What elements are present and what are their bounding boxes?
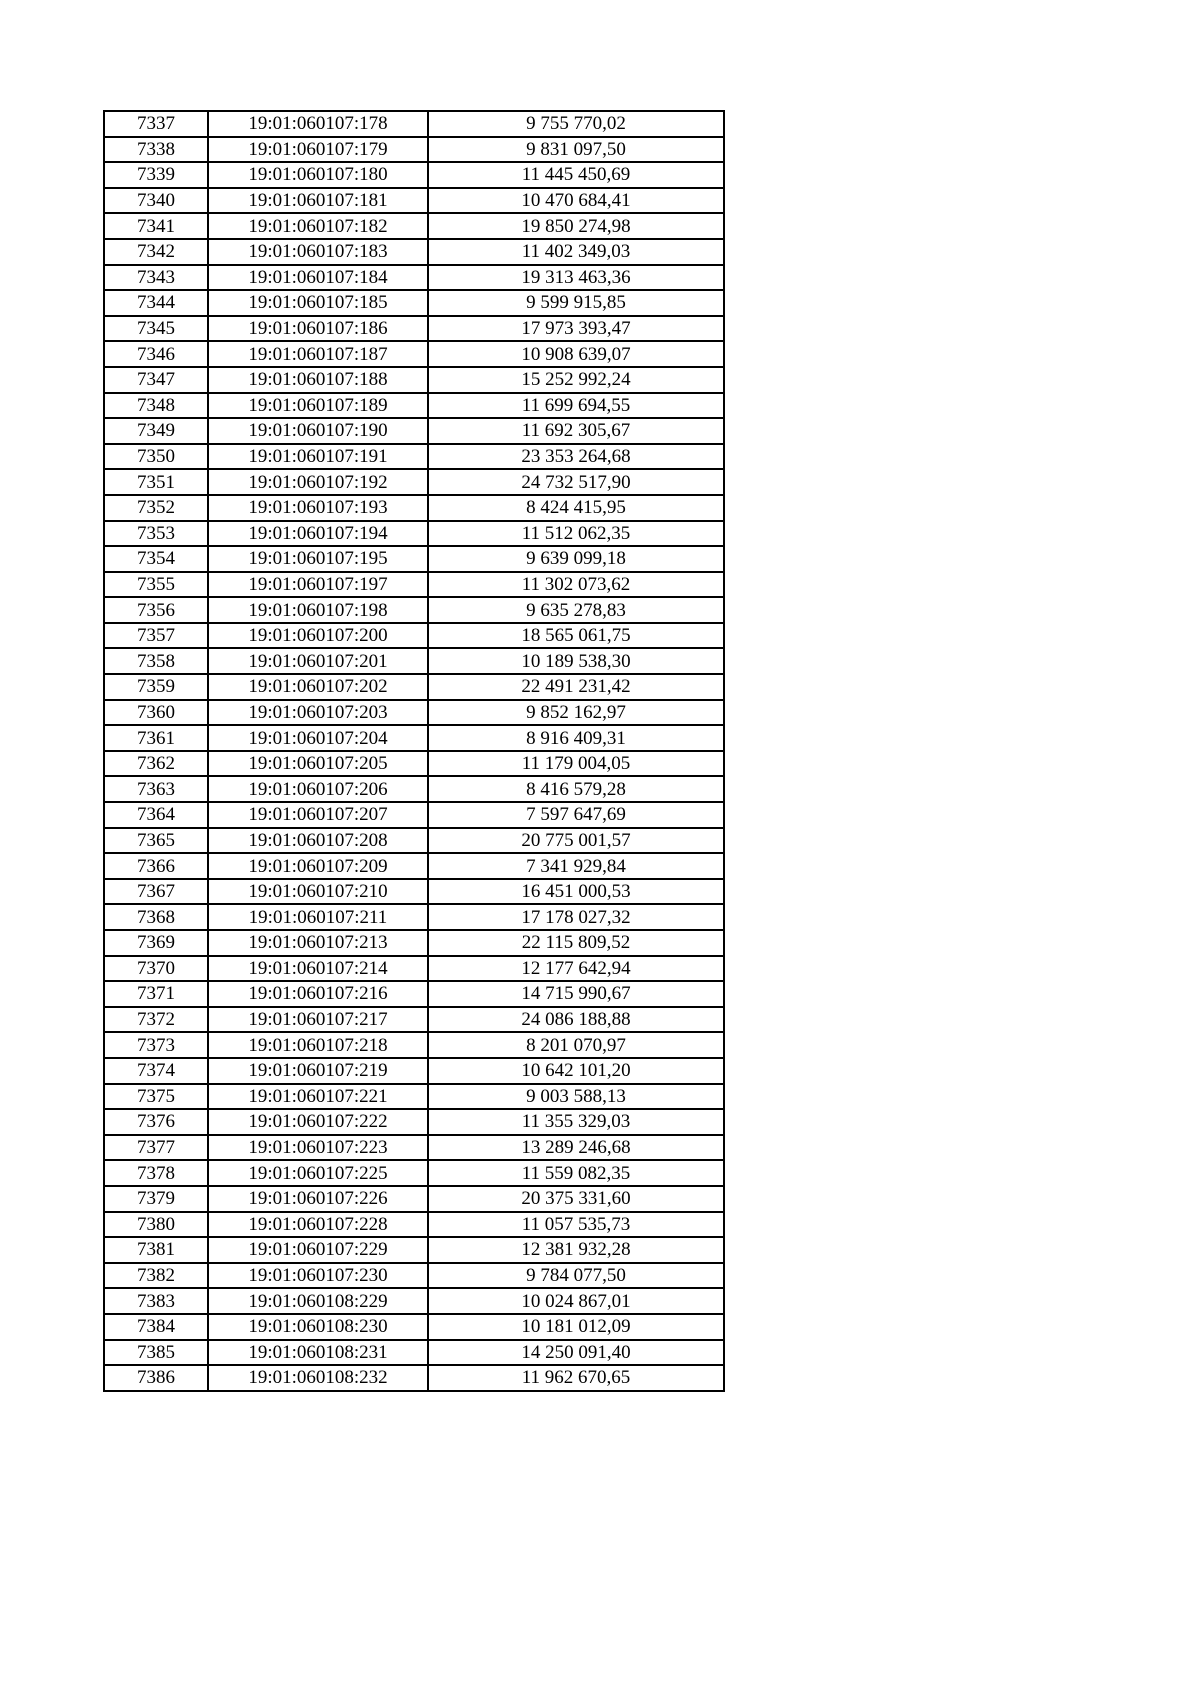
row-number-cell: 7384 (104, 1314, 208, 1340)
value-cell: 7 597 647,69 (428, 802, 724, 828)
value-cell: 22 115 809,52 (428, 930, 724, 956)
table-row (104, 725, 724, 751)
table-row (104, 469, 724, 495)
row-number-cell: 7354 (104, 546, 208, 572)
row-number-cell: 7373 (104, 1032, 208, 1058)
value-cell: 18 565 061,75 (428, 623, 724, 649)
value-cell: 10 024 867,01 (428, 1288, 724, 1314)
table-row (104, 700, 724, 726)
value-cell: 8 201 070,97 (428, 1032, 724, 1058)
table-row (104, 1186, 724, 1212)
cadastral-number-cell: 19:01:060107:208 (208, 828, 428, 854)
table-body (104, 111, 724, 1391)
row-number-cell: 7345 (104, 316, 208, 342)
table-row (104, 418, 724, 444)
row-number-cell: 7383 (104, 1288, 208, 1314)
value-cell: 11 692 305,67 (428, 418, 724, 444)
row-number-cell: 7365 (104, 828, 208, 854)
cadastral-number-cell: 19:01:060107:206 (208, 776, 428, 802)
row-number-cell: 7344 (104, 290, 208, 316)
cadastral-number-cell: 19:01:060107:200 (208, 623, 428, 649)
value-cell: 9 852 162,97 (428, 700, 724, 726)
value-cell: 11 302 073,62 (428, 572, 724, 598)
cadastral-number-cell: 19:01:060108:232 (208, 1365, 428, 1391)
row-number-cell: 7372 (104, 1007, 208, 1033)
value-cell: 17 178 027,32 (428, 904, 724, 930)
value-cell: 11 699 694,55 (428, 393, 724, 419)
row-number-cell: 7371 (104, 981, 208, 1007)
row-number-cell: 7376 (104, 1109, 208, 1135)
cadastral-number-cell: 19:01:060107:192 (208, 469, 428, 495)
row-number-cell: 7361 (104, 725, 208, 751)
table-row (104, 1135, 724, 1161)
value-cell: 8 424 415,95 (428, 495, 724, 521)
value-cell: 15 252 992,24 (428, 367, 724, 393)
value-cell: 9 831 097,50 (428, 137, 724, 163)
cadastral-number-cell: 19:01:060107:230 (208, 1263, 428, 1289)
value-cell: 11 402 349,03 (428, 239, 724, 265)
row-number-cell: 7342 (104, 239, 208, 265)
table-row (104, 879, 724, 905)
value-cell: 14 250 091,40 (428, 1340, 724, 1366)
value-cell: 24 086 188,88 (428, 1007, 724, 1033)
cadastral-number-cell: 19:01:060107:213 (208, 930, 428, 956)
cadastral-number-cell: 19:01:060107:204 (208, 725, 428, 751)
value-cell: 8 916 409,31 (428, 725, 724, 751)
value-cell: 24 732 517,90 (428, 469, 724, 495)
value-cell: 7 341 929,84 (428, 853, 724, 879)
value-cell: 20 375 331,60 (428, 1186, 724, 1212)
cadastral-number-cell: 19:01:060107:211 (208, 904, 428, 930)
table-row (104, 751, 724, 777)
row-number-cell: 7360 (104, 700, 208, 726)
cadastral-number-cell: 19:01:060107:225 (208, 1160, 428, 1186)
cadastral-number-cell: 19:01:060107:203 (208, 700, 428, 726)
table-row (104, 290, 724, 316)
cadastral-number-cell: 19:01:060108:229 (208, 1288, 428, 1314)
value-cell: 10 470 684,41 (428, 188, 724, 214)
value-cell: 10 642 101,20 (428, 1058, 724, 1084)
table-row (104, 572, 724, 598)
table-row (104, 1263, 724, 1289)
row-number-cell: 7339 (104, 162, 208, 188)
table-row (104, 904, 724, 930)
value-cell: 9 599 915,85 (428, 290, 724, 316)
table-row (104, 1058, 724, 1084)
table-row (104, 1237, 724, 1263)
row-number-cell: 7351 (104, 469, 208, 495)
cadastral-number-cell: 19:01:060108:231 (208, 1340, 428, 1366)
cadastral-number-cell: 19:01:060107:210 (208, 879, 428, 905)
row-number-cell: 7370 (104, 956, 208, 982)
table-row (104, 137, 724, 163)
table-row (104, 648, 724, 674)
cadastral-number-cell: 19:01:060107:223 (208, 1135, 428, 1161)
value-cell: 9 635 278,83 (428, 597, 724, 623)
table-row (104, 239, 724, 265)
cadastral-number-cell: 19:01:060107:222 (208, 1109, 428, 1135)
value-cell: 19 313 463,36 (428, 265, 724, 291)
row-number-cell: 7363 (104, 776, 208, 802)
row-number-cell: 7379 (104, 1186, 208, 1212)
cadastral-number-cell: 19:01:060107:214 (208, 956, 428, 982)
table-row (104, 1160, 724, 1186)
cadastral-number-cell: 19:01:060107:184 (208, 265, 428, 291)
row-number-cell: 7375 (104, 1084, 208, 1110)
cadastral-number-cell: 19:01:060108:230 (208, 1314, 428, 1340)
table-row (104, 1007, 724, 1033)
table-row (104, 853, 724, 879)
cadastral-number-cell: 19:01:060107:221 (208, 1084, 428, 1110)
value-cell: 9 003 588,13 (428, 1084, 724, 1110)
value-cell: 9 784 077,50 (428, 1263, 724, 1289)
cadastral-number-cell: 19:01:060107:202 (208, 674, 428, 700)
value-cell: 11 512 062,35 (428, 521, 724, 547)
table-row (104, 597, 724, 623)
value-cell: 10 189 538,30 (428, 648, 724, 674)
table-row (104, 1340, 724, 1366)
row-number-cell: 7348 (104, 393, 208, 419)
row-number-cell: 7381 (104, 1237, 208, 1263)
row-number-cell: 7352 (104, 495, 208, 521)
table-row (104, 828, 724, 854)
cadastral-number-cell: 19:01:060107:207 (208, 802, 428, 828)
cadastral-number-cell: 19:01:060107:219 (208, 1058, 428, 1084)
table-row (104, 213, 724, 239)
cadastral-number-cell: 19:01:060107:226 (208, 1186, 428, 1212)
value-cell: 12 177 642,94 (428, 956, 724, 982)
value-cell: 19 850 274,98 (428, 213, 724, 239)
cadastral-number-cell: 19:01:060107:218 (208, 1032, 428, 1058)
cadastral-number-cell: 19:01:060107:190 (208, 418, 428, 444)
cadastral-number-cell: 19:01:060107:186 (208, 316, 428, 342)
row-number-cell: 7356 (104, 597, 208, 623)
table-row (104, 956, 724, 982)
table-row (104, 1084, 724, 1110)
cadastral-number-cell: 19:01:060107:228 (208, 1212, 428, 1238)
value-cell: 9 639 099,18 (428, 546, 724, 572)
row-number-cell: 7358 (104, 648, 208, 674)
row-number-cell: 7357 (104, 623, 208, 649)
cadastral-number-cell: 19:01:060107:217 (208, 1007, 428, 1033)
cadastral-number-cell: 19:01:060107:194 (208, 521, 428, 547)
row-number-cell: 7378 (104, 1160, 208, 1186)
cadastral-number-cell: 19:01:060107:197 (208, 572, 428, 598)
cadastral-number-cell: 19:01:060107:183 (208, 239, 428, 265)
cadastral-number-cell: 19:01:060107:180 (208, 162, 428, 188)
row-number-cell: 7338 (104, 137, 208, 163)
value-cell: 11 962 670,65 (428, 1365, 724, 1391)
table-row (104, 367, 724, 393)
value-cell: 11 057 535,73 (428, 1212, 724, 1238)
value-cell: 10 908 639,07 (428, 341, 724, 367)
cadastral-number-cell: 19:01:060107:201 (208, 648, 428, 674)
value-cell: 8 416 579,28 (428, 776, 724, 802)
table-row (104, 265, 724, 291)
table-row (104, 188, 724, 214)
value-cell: 13 289 246,68 (428, 1135, 724, 1161)
row-number-cell: 7385 (104, 1340, 208, 1366)
row-number-cell: 7366 (104, 853, 208, 879)
table-row (104, 162, 724, 188)
row-number-cell: 7374 (104, 1058, 208, 1084)
row-number-cell: 7368 (104, 904, 208, 930)
value-cell: 20 775 001,57 (428, 828, 724, 854)
row-number-cell: 7340 (104, 188, 208, 214)
cadastral-number-cell: 19:01:060107:187 (208, 341, 428, 367)
cadastral-number-cell: 19:01:060107:188 (208, 367, 428, 393)
value-cell: 22 491 231,42 (428, 674, 724, 700)
cadastral-number-cell: 19:01:060107:229 (208, 1237, 428, 1263)
table-row (104, 1288, 724, 1314)
cadastral-number-cell: 19:01:060107:189 (208, 393, 428, 419)
row-number-cell: 7380 (104, 1212, 208, 1238)
table-row (104, 1314, 724, 1340)
row-number-cell: 7369 (104, 930, 208, 956)
row-number-cell: 7337 (104, 111, 208, 137)
table-row (104, 1109, 724, 1135)
cadastral-number-cell: 19:01:060107:193 (208, 495, 428, 521)
cadastral-number-cell: 19:01:060107:182 (208, 213, 428, 239)
table-row (104, 341, 724, 367)
value-cell: 11 445 450,69 (428, 162, 724, 188)
table-row (104, 802, 724, 828)
value-cell: 16 451 000,53 (428, 879, 724, 905)
row-number-cell: 7347 (104, 367, 208, 393)
row-number-cell: 7349 (104, 418, 208, 444)
cadastral-number-cell: 19:01:060107:179 (208, 137, 428, 163)
row-number-cell: 7367 (104, 879, 208, 905)
cadastral-value-table (103, 110, 725, 1392)
table-row (104, 674, 724, 700)
table-row (104, 981, 724, 1007)
cadastral-number-cell: 19:01:060107:191 (208, 444, 428, 470)
table-row (104, 776, 724, 802)
table-row (104, 1212, 724, 1238)
row-number-cell: 7362 (104, 751, 208, 777)
row-number-cell: 7364 (104, 802, 208, 828)
row-number-cell: 7355 (104, 572, 208, 598)
table-row (104, 111, 724, 137)
cadastral-number-cell: 19:01:060107:209 (208, 853, 428, 879)
value-cell: 17 973 393,47 (428, 316, 724, 342)
table-row (104, 623, 724, 649)
table-row (104, 1365, 724, 1391)
table-row (104, 495, 724, 521)
row-number-cell: 7343 (104, 265, 208, 291)
cadastral-number-cell: 19:01:060107:185 (208, 290, 428, 316)
cadastral-number-cell: 19:01:060107:195 (208, 546, 428, 572)
table-row (104, 521, 724, 547)
row-number-cell: 7350 (104, 444, 208, 470)
value-cell: 11 559 082,35 (428, 1160, 724, 1186)
row-number-cell: 7353 (104, 521, 208, 547)
row-number-cell: 7341 (104, 213, 208, 239)
value-cell: 23 353 264,68 (428, 444, 724, 470)
cadastral-number-cell: 19:01:060107:216 (208, 981, 428, 1007)
value-cell: 10 181 012,09 (428, 1314, 724, 1340)
table-row (104, 1032, 724, 1058)
row-number-cell: 7386 (104, 1365, 208, 1391)
table-row (104, 393, 724, 419)
row-number-cell: 7377 (104, 1135, 208, 1161)
value-cell: 9 755 770,02 (428, 111, 724, 137)
value-cell: 11 355 329,03 (428, 1109, 724, 1135)
table-row (104, 444, 724, 470)
cadastral-number-cell: 19:01:060107:178 (208, 111, 428, 137)
cadastral-number-cell: 19:01:060107:198 (208, 597, 428, 623)
row-number-cell: 7346 (104, 341, 208, 367)
table-row (104, 316, 724, 342)
value-cell: 11 179 004,05 (428, 751, 724, 777)
row-number-cell: 7382 (104, 1263, 208, 1289)
cadastral-number-cell: 19:01:060107:205 (208, 751, 428, 777)
value-cell: 14 715 990,67 (428, 981, 724, 1007)
value-cell: 12 381 932,28 (428, 1237, 724, 1263)
cadastral-number-cell: 19:01:060107:181 (208, 188, 428, 214)
table-row (104, 546, 724, 572)
row-number-cell: 7359 (104, 674, 208, 700)
table-row (104, 930, 724, 956)
